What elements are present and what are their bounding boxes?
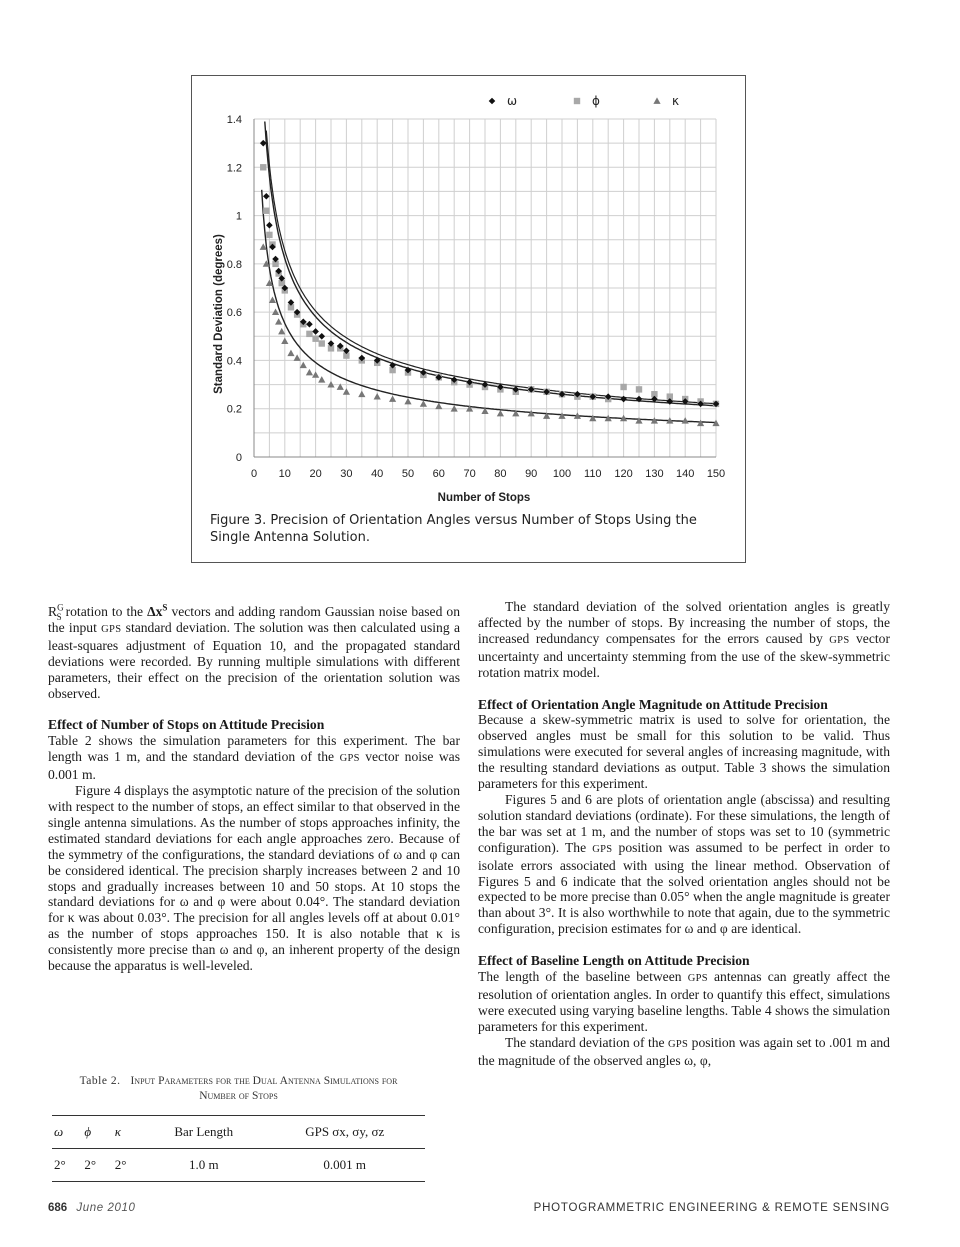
data-point-triangle [358, 391, 365, 397]
trend-curve [266, 131, 716, 404]
data-point-diamond [312, 328, 319, 335]
table-2 [52, 1074, 425, 1182]
x-tick-label: 40 [371, 468, 384, 480]
y-tick-label: 0.2 [226, 403, 242, 416]
data-point-triangle [318, 376, 325, 382]
x-tick-label: 80 [494, 468, 507, 480]
data-point-triangle [389, 395, 396, 401]
paragraph-figures-5-6: Figures 5 and 6 are plots of orientation angle (abscissa) and resulting solution standard deviations (ordinate). For these simulations, the length of the bar was set at 1 m, and the number of stops was set to 10 (symmetric configuration). The GPS position was assumed to be perfect in order to isolate errors associated with using the linear method. Observation of Figures 5 and 6 indicate that the solved orientation angles should not be expected to be more precise than 0.05° when the angle magnitude is greater than about 3°. It is also worthwhile to note that again, due to the symmetric configuration, precision estimates for ω and φ are identical. [478, 791, 891, 937]
paragraph-figure4: Figure 4 displays the asymptotic nature of the precision of the solution with respect to the number of stops, an effect similar to that observed in the single antenna simulations. As the number of stops approaches infinity, the estimated standard deviations for each angle approaches zero. Because of the symmetry of the configurations, the standard deviations of ω and φ can be considered identical. The precision sharply increases between 2 and 10 stops and gradually increases between 10 and 50 stops. At 10 stops the standard deviations for ω and φ were about 0.04°. The standard deviation for κ was about 0.03°. The precision for all angles levels off at about 0.01° as the number of stops approaches 150. It is also notable that κ is consistently more precise than ω and φ, an inherent property of the design because the apparatus is well-leveled. [48, 783, 460, 974]
data-point-diamond [263, 193, 270, 200]
table-2-grid [52, 1115, 425, 1182]
y-axis-label: Standard Deviation (degrees) [213, 234, 225, 394]
left-column [48, 604, 460, 974]
x-tick-label: 110 [584, 468, 602, 480]
data-point-square [266, 232, 272, 238]
data-point-triangle [589, 415, 596, 421]
data-point-diamond [318, 333, 325, 340]
x-tick-label: 130 [645, 468, 664, 480]
right-column [478, 599, 890, 1068]
table-header-row [52, 1116, 425, 1149]
paragraph-skew-symmetric: Because a skew-symmetric matrix is used to solve for orientation, the observed angles must be small for this solution to be valid. Thus simulations were executed for several angles of increasing magnitude, with the resulting standard deviations as output. Table 3 shows the simulation parameters for this experiment. [478, 712, 890, 792]
legend-marker-triangle [653, 97, 660, 103]
table-cell-phi: 2° [84, 1157, 97, 1172]
data-point-square [319, 340, 325, 346]
data-point-square [263, 208, 269, 214]
data-point-triangle [697, 420, 704, 426]
table-row [52, 1149, 425, 1182]
y-tick-label: 0 [235, 452, 242, 464]
issue-date: June 2010 [76, 1202, 136, 1214]
data-point-triangle [343, 388, 350, 394]
section-heading-angle-magnitude: Effect of Orientation Angle Magnitude on Attitude Precision [478, 696, 828, 712]
data-point-square [636, 386, 642, 392]
data-point-triangle [404, 398, 411, 404]
section-heading-stops: Effect of Number of Stops on Attitude Precision [48, 717, 325, 733]
y-tick-label: 1 [235, 210, 242, 223]
data-point-square [306, 331, 312, 337]
legend-label: κ [672, 94, 680, 108]
table-cell-bar-length: 1.0 m [188, 1157, 219, 1172]
journal-name: PHOTOGRAMMETRIC ENGINEERING & REMOTE SENSING [533, 1202, 890, 1214]
table-header-omega: ω [54, 1124, 64, 1139]
grid-lines [254, 119, 716, 457]
y-tick-label: 0.8 [226, 258, 242, 271]
data-point-diamond [266, 222, 273, 229]
precision-vs-stops-chart [192, 76, 745, 562]
table-header-bar-length: Bar Length [174, 1124, 234, 1139]
table-cell-gps-sigma: 0.001 m [323, 1157, 367, 1172]
page-footer [48, 1202, 890, 1214]
x-tick-label: 120 [614, 468, 633, 480]
intro-paragraph: $R^G_S$ rotation to the $\Delta x^S$ vectors and adding random Gaussian noise based on the input GPS standard deviation. The solution was then calculated using a least-squares adjustment of Equation 10, and the propagated standard deviations were recorded. By running multiple simulations with different parameters, their effect on the precision of the orientation solution was observed. [48, 602, 460, 701]
paragraph-table2-intro: Table 2 shows the simulation parameters for this experiment. The bar length was 1 m, and the standard deviation of the GPS vector noise was 0.001 m. [48, 733, 460, 783]
table-header-phi: ϕ [84, 1124, 92, 1139]
section-heading-baseline: Effect of Baseline Length on Attitude Precision [478, 953, 750, 969]
data-point-diamond [306, 321, 313, 328]
chart-legend [489, 94, 679, 108]
paragraph-baseline: The length of the baseline between GPS antennas can greatly affect the resolution of orientation angles. In order to quantify this effect, simulations were executed using varying baseline lengths. Table 4 shows the simulation parameters for this experiment. [478, 969, 890, 1034]
data-point-triangle [278, 328, 285, 334]
x-tick-label: 20 [309, 468, 322, 480]
x-tick-label: 140 [676, 468, 695, 480]
table-cell-kappa: 2° [114, 1157, 127, 1172]
data-point-triangle [275, 318, 282, 324]
data-point-triangle [420, 400, 427, 406]
data-point-triangle [287, 350, 294, 356]
paragraph-stops-effect: The standard deviation of the solved orientation angles is greatly affected by the number of stops. By increasing the number of stops, the increased redundancy compensates for the errors caused by GPS vector uncertainty and uncertainty stemming from the use of the skew-symmetric rotation matrix model. [478, 599, 890, 680]
x-axis-label: Number of Stops [437, 492, 531, 504]
data-point-triangle [682, 417, 689, 423]
x-tick-label: 100 [552, 468, 572, 480]
legend-marker-square [574, 98, 580, 104]
data-point-triangle [312, 371, 319, 377]
table-2-caption: Table 2. Input Parameters for the Dual Antenna Simulations for Number of Stops [79, 1075, 398, 1102]
data-point-triangle [281, 338, 288, 344]
trend-curve [262, 190, 716, 423]
x-tick-label: 150 [706, 468, 726, 480]
data-point-triangle [635, 417, 642, 423]
table-header-kappa: κ [114, 1124, 121, 1139]
data-point-triangle [300, 362, 307, 368]
data-points [260, 140, 720, 426]
data-point-triangle [374, 393, 381, 399]
legend-marker-diamond [489, 98, 496, 105]
x-tick-label: 10 [278, 468, 291, 480]
x-tick-label: 50 [401, 468, 415, 480]
data-point-triangle [435, 403, 442, 409]
data-point-square [620, 384, 626, 390]
table-cell-omega: 2° [54, 1157, 66, 1172]
x-tick-label: 0 [250, 468, 258, 480]
x-tick-label: 30 [340, 468, 353, 480]
data-point-triangle [306, 369, 313, 375]
legend-label: ϕ [592, 94, 600, 108]
y-tick-label: 0.4 [226, 355, 242, 368]
y-tick-label: 0.6 [226, 307, 242, 320]
figure-3 [191, 75, 746, 563]
y-tick-label: 1.4 [226, 114, 242, 126]
data-point-triangle [294, 354, 301, 360]
data-point-square [312, 336, 318, 342]
page-number: 686 [48, 1202, 68, 1214]
legend-label: ω [507, 94, 518, 108]
trend-curves [262, 122, 716, 423]
x-tick-label: 90 [525, 468, 538, 480]
x-tick-label: 70 [463, 468, 476, 480]
table-header-gps-sigma: GPS σx, σy, σz [305, 1124, 385, 1139]
x-tick-label: 60 [432, 468, 445, 480]
figure-caption: Figure 3. Precision of Orientation Angles versus Number of Stops Using the Single Antenna Solution. [210, 513, 697, 545]
data-point-triangle [497, 410, 504, 416]
data-point-square [260, 164, 266, 170]
paragraph-baseline-std: The standard deviation of the GPS position was again set to .001 m and the magnitude of the observed angles ω, φ, [478, 1034, 890, 1068]
y-tick-label: 1.2 [226, 162, 242, 175]
